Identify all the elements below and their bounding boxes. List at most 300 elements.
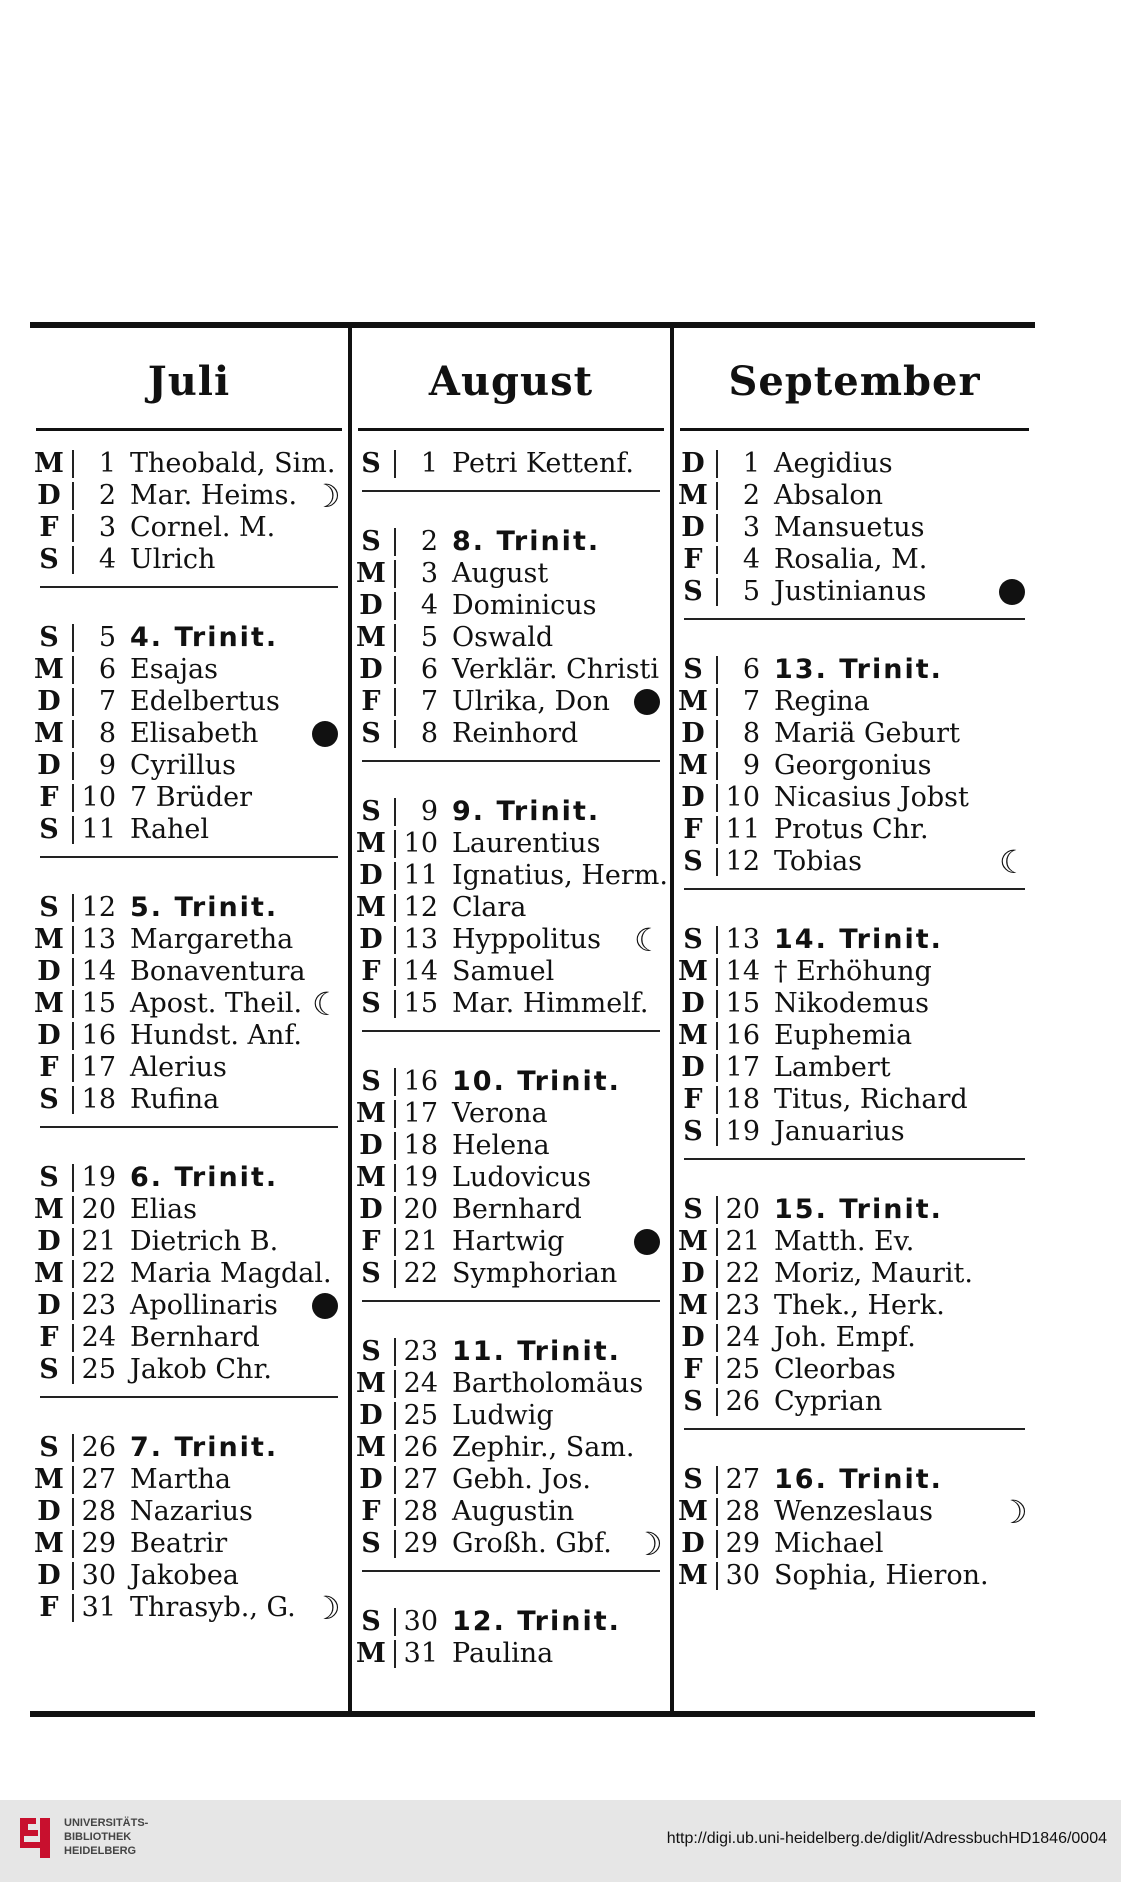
weekday-divider: [716, 1022, 718, 1050]
weekday-divider: [716, 1260, 718, 1288]
day-number: 17: [725, 1052, 760, 1083]
day-number: 28: [725, 1496, 760, 1527]
saint-name: Helena: [452, 1130, 550, 1161]
weekday-letter: S: [361, 1336, 381, 1367]
library-name-line: UNIVERSITÄTS-: [64, 1817, 149, 1829]
weekday-letter: D: [359, 1194, 383, 1225]
day-row: [30, 512, 348, 544]
day-number: 27: [725, 1464, 760, 1495]
day-row: [352, 1194, 670, 1226]
day-number: 2: [98, 480, 116, 511]
saint-name: Verona: [452, 1098, 548, 1129]
weekday-divider: [72, 1562, 74, 1590]
weekday-letter: D: [37, 1560, 61, 1591]
saint-name: Gebh. Jos.: [452, 1464, 591, 1495]
day-number: 24: [81, 1322, 116, 1353]
weekday-divider: [72, 1164, 74, 1192]
weekday-divider: [394, 1434, 396, 1462]
moon-phase-waxing-icon: ☽: [312, 1589, 341, 1627]
day-number: 21: [725, 1226, 760, 1257]
weekday-divider: [394, 1196, 396, 1224]
saint-name: Ignatius, Herm.: [452, 860, 668, 891]
day-number: 17: [81, 1052, 116, 1083]
saint-name: Dietrich B.: [130, 1226, 279, 1257]
weekday-divider: [72, 1356, 74, 1384]
weekday-divider: [716, 1562, 718, 1590]
day-number: 14: [403, 956, 438, 987]
weekday-divider: [394, 1228, 396, 1256]
day-row-sunday: [674, 924, 1035, 956]
month-title: August: [428, 358, 594, 405]
weekday-divider: [394, 1132, 396, 1160]
weekday-divider: [716, 1356, 718, 1384]
day-row: [674, 1226, 1035, 1258]
saint-name: Joh. Empf.: [774, 1322, 916, 1353]
saint-name: Zephir., Sam.: [452, 1432, 635, 1463]
saint-name: August: [452, 558, 549, 589]
day-row-sunday: [30, 622, 348, 654]
saint-name: Georgonius: [774, 750, 932, 781]
day-row: [30, 1560, 348, 1592]
day-number: 21: [403, 1226, 438, 1257]
saint-name: Thek., Herk.: [774, 1290, 945, 1321]
weekday-divider: [394, 990, 396, 1018]
day-row: [674, 1386, 1035, 1418]
weekday-letter: M: [356, 622, 386, 653]
saint-name: Mariä Geburt: [774, 718, 960, 749]
weekday-letter: F: [683, 1354, 703, 1385]
weekday-divider: [716, 1054, 718, 1082]
saint-name: Bernhard: [130, 1322, 260, 1353]
weekday-divider: [394, 894, 396, 922]
saint-name: Cyrillus: [130, 750, 236, 781]
moon-phase-full-icon: [634, 689, 660, 715]
day-row: [674, 1322, 1035, 1354]
saint-name: Michael: [774, 1528, 884, 1559]
week-separator: [684, 618, 1025, 620]
day-row: [30, 1226, 348, 1258]
day-row: [30, 1084, 348, 1116]
sunday-name: 11. Trinit.: [452, 1336, 621, 1367]
saint-name: Alerius: [130, 1052, 227, 1083]
day-number: 6: [98, 654, 116, 685]
weekday-divider: [72, 752, 74, 780]
weekday-divider: [394, 798, 396, 826]
month-column-july: [30, 328, 348, 1711]
day-row: [352, 622, 670, 654]
day-row: [30, 1020, 348, 1052]
weekday-divider: [72, 1260, 74, 1288]
week-separator: [362, 760, 660, 762]
saint-name: Hartwig: [452, 1226, 565, 1257]
day-number: 11: [81, 814, 116, 845]
sunday-name: 16. Trinit.: [774, 1464, 943, 1495]
day-number: 24: [725, 1322, 760, 1353]
week-separator: [40, 586, 338, 588]
day-number: 3: [98, 512, 116, 543]
weekday-divider: [394, 926, 396, 954]
weekday-divider: [394, 1402, 396, 1430]
weekday-divider: [716, 450, 718, 478]
weekday-divider: [716, 482, 718, 510]
weekday-divider: [716, 1324, 718, 1352]
day-row: [30, 686, 348, 718]
moon-phase-waxing-icon: ☽: [999, 1493, 1028, 1531]
weekday-divider: [716, 816, 718, 844]
day-number: 31: [403, 1638, 438, 1669]
week-separator: [40, 1396, 338, 1398]
weekday-letter: D: [359, 1400, 383, 1431]
weekday-divider: [72, 546, 74, 574]
day-row: [674, 480, 1035, 512]
saint-name: Nicasius Jobst: [774, 782, 969, 813]
weekday-divider: [72, 1054, 74, 1082]
moon-phase-waning-icon: ☾: [999, 843, 1028, 881]
weekday-divider: [394, 688, 396, 716]
weekday-letter: D: [681, 512, 705, 543]
weekday-divider: [716, 1498, 718, 1526]
saint-name: Ulrich: [130, 544, 216, 575]
day-number: 1: [98, 448, 116, 479]
sunday-name: 14. Trinit.: [774, 924, 943, 955]
saint-name: Ludwig: [452, 1400, 554, 1431]
day-number: 22: [81, 1258, 116, 1289]
weekday-divider: [716, 1086, 718, 1114]
weekday-letter: D: [681, 1322, 705, 1353]
day-number: 25: [403, 1400, 438, 1431]
weekday-divider: [716, 990, 718, 1018]
day-number: 8: [420, 718, 438, 749]
day-row-sunday: [674, 654, 1035, 686]
weekday-letter: D: [37, 750, 61, 781]
day-row: [674, 814, 1035, 846]
day-number: 29: [403, 1528, 438, 1559]
day-number: 10: [81, 782, 116, 813]
weekday-divider: [716, 578, 718, 606]
day-number: 29: [725, 1528, 760, 1559]
day-row: [30, 544, 348, 576]
source-url[interactable]: http://digi.ub.uni-heidelberg.de/diglit/AdressbuchHD1846/0004: [666, 1830, 1107, 1847]
saint-name: Oswald: [452, 622, 554, 653]
saint-name: Cornel. M.: [130, 512, 276, 543]
weekday-letter: M: [356, 1098, 386, 1129]
library-name-line: HEIDELBERG: [64, 1845, 137, 1857]
weekday-letter: S: [39, 892, 59, 923]
day-number: 23: [725, 1290, 760, 1321]
moon-phase-full-icon: [312, 721, 338, 747]
day-number: 30: [81, 1560, 116, 1591]
weekday-divider: [394, 830, 396, 858]
weekday-divider: [72, 784, 74, 812]
weekday-letter: M: [678, 1020, 708, 1051]
saint-name: Elias: [130, 1194, 197, 1225]
day-number: 16: [81, 1020, 116, 1051]
weekday-divider: [72, 990, 74, 1018]
saint-name: Aegidius: [774, 448, 893, 479]
weekday-letter: S: [683, 924, 703, 955]
day-number: 22: [403, 1258, 438, 1289]
saint-name: Titus, Richard: [774, 1084, 968, 1115]
weekday-divider: [72, 624, 74, 652]
day-number: 13: [403, 924, 438, 955]
saint-name: † Erhöhung: [774, 956, 932, 987]
saint-name: Maria Magdal.: [130, 1258, 332, 1289]
day-number: 25: [725, 1354, 760, 1385]
day-number: 9: [98, 750, 116, 781]
saint-name: Bernhard: [452, 1194, 582, 1225]
day-row: [674, 512, 1035, 544]
weekday-divider: [716, 720, 718, 748]
day-row: [674, 576, 1035, 608]
weekday-letter: M: [356, 1368, 386, 1399]
weekday-letter: M: [678, 686, 708, 717]
day-row: [352, 1432, 670, 1464]
day-row: [352, 988, 670, 1020]
weekday-letter: S: [361, 988, 381, 1019]
moon-phase-waning-icon: ☾: [312, 985, 341, 1023]
weekday-divider: [72, 1466, 74, 1494]
library-name-line: BIBLIOTHEK: [64, 1831, 132, 1843]
day-number: 8: [742, 718, 760, 749]
day-row: [674, 782, 1035, 814]
day-number: 28: [403, 1496, 438, 1527]
week-separator: [40, 856, 338, 858]
footer-bar: [0, 1800, 1121, 1882]
saint-name: Paulina: [452, 1638, 554, 1669]
saint-name: Wenzeslaus: [774, 1496, 933, 1527]
month-title: Juli: [147, 358, 231, 405]
weekday-letter: M: [356, 828, 386, 859]
calendar-table: [30, 322, 1035, 1717]
day-row: [30, 985, 348, 1023]
weekday-divider: [72, 656, 74, 684]
moon-phase-full-icon: [312, 1293, 338, 1319]
day-row-sunday: [352, 796, 670, 828]
weekday-divider: [394, 720, 396, 748]
day-number: 5: [420, 622, 438, 653]
saint-name: Thrasyb., G.: [130, 1592, 296, 1623]
saint-name: Augustin: [452, 1496, 575, 1527]
day-row: [674, 1528, 1035, 1560]
saint-name: Rufina: [130, 1084, 220, 1115]
week-separator: [684, 1158, 1025, 1160]
weekday-letter: S: [39, 622, 59, 653]
day-row-sunday: [352, 526, 670, 558]
weekday-letter: M: [34, 988, 64, 1019]
day-row: [674, 1116, 1035, 1148]
weekday-letter: S: [683, 1194, 703, 1225]
weekday-letter: S: [39, 1084, 59, 1115]
weekday-letter: S: [39, 1432, 59, 1463]
day-number: 11: [725, 814, 760, 845]
weekday-divider: [72, 1594, 74, 1622]
weekday-letter: D: [681, 718, 705, 749]
day-number: 7: [742, 686, 760, 717]
day-row: [352, 1098, 670, 1130]
day-row: [30, 1052, 348, 1084]
weekday-divider: [394, 1260, 396, 1288]
saint-name: Großh. Gbf.: [452, 1528, 612, 1559]
weekday-letter: D: [681, 988, 705, 1019]
weekday-letter: M: [678, 750, 708, 781]
saint-name: Moriz, Maurit.: [774, 1258, 973, 1289]
saint-name: Dominicus: [452, 590, 597, 621]
day-number: 1: [742, 448, 760, 479]
saint-name: Jakob Chr.: [130, 1354, 272, 1385]
day-row: [352, 1162, 670, 1194]
weekday-letter: S: [361, 1258, 381, 1289]
day-row: [30, 1322, 348, 1354]
day-number: 27: [81, 1464, 116, 1495]
day-row: [352, 1130, 670, 1162]
weekday-divider: [716, 784, 718, 812]
day-number: 7: [98, 686, 116, 717]
day-number: 20: [403, 1194, 438, 1225]
day-row: [352, 1226, 670, 1258]
weekday-divider: [394, 1640, 396, 1668]
day-row: [352, 1464, 670, 1496]
day-row: [352, 892, 670, 924]
day-row: [674, 1354, 1035, 1386]
weekday-letter: S: [361, 1606, 381, 1637]
day-row: [352, 1258, 670, 1290]
weekday-letter: F: [683, 544, 703, 575]
day-row: [674, 1020, 1035, 1052]
day-number: 19: [725, 1116, 760, 1147]
weekday-divider: [394, 1370, 396, 1398]
weekday-letter: S: [683, 654, 703, 685]
saint-name: Mansuetus: [774, 512, 925, 543]
weekday-letter: F: [361, 686, 381, 717]
saint-name: Cyprian: [774, 1386, 883, 1417]
weekday-letter: D: [359, 1464, 383, 1495]
month-column-september: [674, 328, 1035, 1711]
saint-name: Margaretha: [130, 924, 294, 955]
weekday-letter: M: [356, 1638, 386, 1669]
weekday-letter: S: [39, 1162, 59, 1193]
day-number: 20: [725, 1194, 760, 1225]
weekday-divider: [72, 1530, 74, 1558]
saint-name: Nazarius: [130, 1496, 253, 1527]
weekday-divider: [72, 450, 74, 478]
weekday-letter: D: [37, 1496, 61, 1527]
weekday-letter: M: [34, 654, 64, 685]
weekday-letter: S: [361, 1528, 381, 1559]
weekday-letter: D: [681, 448, 705, 479]
day-row: [352, 718, 670, 750]
day-number: 22: [725, 1258, 760, 1289]
day-number: 14: [81, 956, 116, 987]
weekday-divider: [394, 1498, 396, 1526]
weekday-letter: S: [361, 718, 381, 749]
weekday-divider: [394, 528, 396, 556]
title-rule: [680, 428, 1029, 431]
saint-name: Apollinaris: [130, 1290, 278, 1321]
weekday-letter: D: [359, 860, 383, 891]
weekday-divider: [72, 1292, 74, 1320]
day-row: [674, 1084, 1035, 1116]
saint-name: Samuel: [452, 956, 555, 987]
saint-name: Hyppolitus: [452, 924, 601, 955]
weekday-letter: F: [39, 1322, 59, 1353]
day-row: [352, 590, 670, 622]
sunday-name: 8. Trinit.: [452, 526, 601, 557]
month-column-august: [352, 328, 670, 1711]
day-number: 27: [403, 1464, 438, 1495]
day-number: 12: [81, 892, 116, 923]
weekday-divider: [72, 926, 74, 954]
day-row: [30, 814, 348, 846]
day-number: 1: [420, 448, 438, 479]
weekday-letter: M: [678, 1226, 708, 1257]
day-row: [352, 828, 670, 860]
weekday-divider: [716, 958, 718, 986]
weekday-letter: M: [356, 1432, 386, 1463]
weekday-letter: M: [678, 956, 708, 987]
weekday-divider: [394, 450, 396, 478]
weekday-letter: F: [39, 1592, 59, 1623]
day-row: [674, 686, 1035, 718]
day-number: 9: [742, 750, 760, 781]
day-number: 6: [420, 654, 438, 685]
moon-phase-waxing-icon: ☽: [312, 477, 341, 515]
day-number: 11: [403, 860, 438, 891]
weekday-letter: S: [361, 448, 381, 479]
weekday-letter: F: [361, 1226, 381, 1257]
weekday-letter: F: [683, 1084, 703, 1115]
day-row: [352, 1638, 670, 1670]
weekday-divider: [716, 546, 718, 574]
weekday-letter: S: [683, 846, 703, 877]
day-row: [30, 718, 348, 750]
day-number: 30: [725, 1560, 760, 1591]
day-row: [30, 1290, 348, 1322]
day-row: [30, 924, 348, 956]
weekday-divider: [394, 1530, 396, 1558]
day-row: [352, 921, 670, 959]
saint-name: 7 Brüder: [130, 782, 253, 813]
day-number: 7: [420, 686, 438, 717]
day-row: [30, 1354, 348, 1386]
weekday-divider: [72, 482, 74, 510]
day-number: 16: [403, 1066, 438, 1097]
day-number: 26: [403, 1432, 438, 1463]
weekday-divider: [394, 1338, 396, 1366]
saint-name: Theobald, Sim.: [130, 448, 336, 479]
saint-name: Mar. Heims.: [130, 480, 298, 511]
weekday-letter: D: [359, 924, 383, 955]
day-number: 3: [420, 558, 438, 589]
saint-name: Protus Chr.: [774, 814, 929, 845]
day-number: 24: [403, 1368, 438, 1399]
day-number: 15: [725, 988, 760, 1019]
title-rule: [358, 428, 664, 431]
day-number: 12: [725, 846, 760, 877]
sunday-name: 9. Trinit.: [452, 796, 601, 827]
day-number: 29: [81, 1528, 116, 1559]
weekday-letter: S: [683, 576, 703, 607]
moon-phase-waxing-icon: ☽: [634, 1525, 663, 1563]
weekday-letter: F: [39, 512, 59, 543]
saint-name: Ulrika, Don: [452, 686, 610, 717]
weekday-divider: [716, 926, 718, 954]
day-number: 18: [403, 1130, 438, 1161]
weekday-divider: [72, 688, 74, 716]
sunday-name: 6. Trinit.: [130, 1162, 279, 1193]
weekday-divider: [394, 1068, 396, 1096]
day-row: [674, 750, 1035, 782]
saint-name: Bartholomäus: [452, 1368, 644, 1399]
